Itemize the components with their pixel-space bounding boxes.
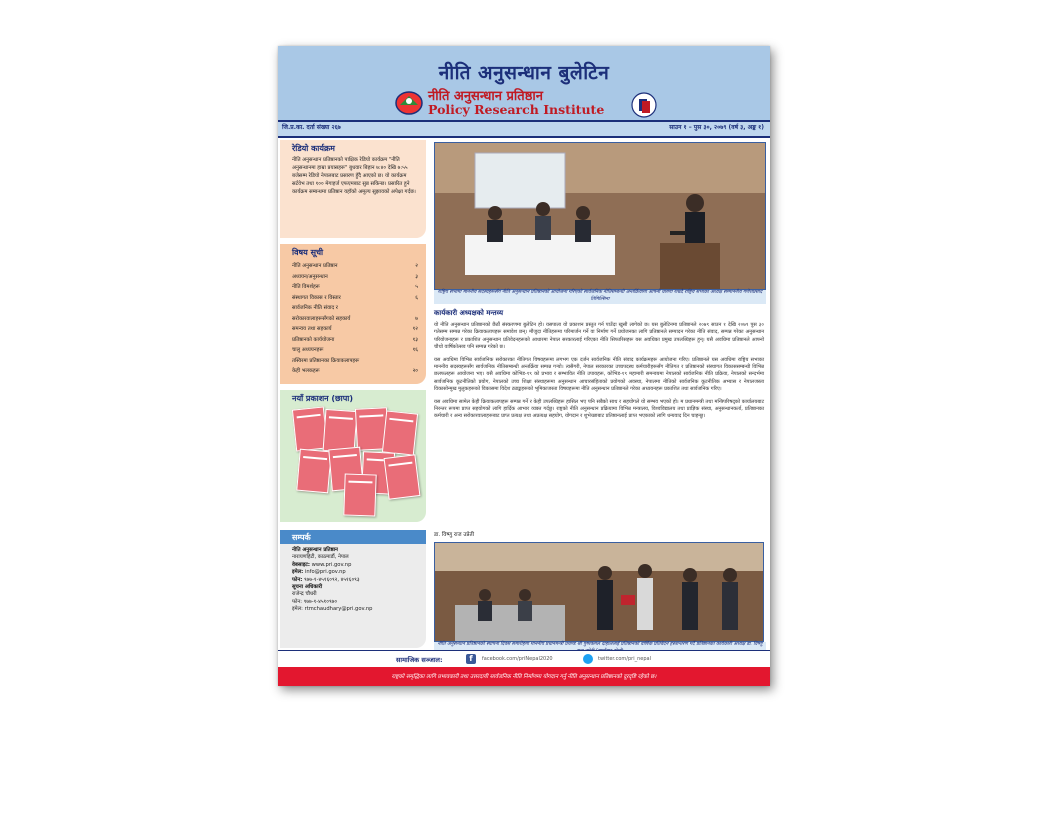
publications-heading: नयाँ प्रकाशन (छापा) (292, 394, 353, 403)
toc-item[interactable]: अध्ययन/अनुसन्धान ३ (292, 273, 418, 280)
bulletin-title: नीति अनुसन्धान बुलेटिन (438, 62, 610, 84)
toc-item[interactable]: चालु अध्ययनहरू १६ (292, 347, 418, 353)
institute-name-english: Policy Research Institute (428, 102, 605, 117)
toc-item[interactable]: सरोकारवालाहरूसँगको सहकार्य ७ (292, 315, 418, 322)
social-label: सामाजिक सञ्जाल: (396, 656, 443, 664)
publication-covers (294, 408, 416, 516)
registration-number: जि.प्र.का. दर्ता संख्या २६७ (282, 124, 341, 131)
photo-scene-2 (435, 543, 763, 641)
bulletin-page (278, 46, 770, 686)
contact-website-link[interactable]: www.pri.gov.np (311, 561, 352, 568)
issue-date: साउन १ – पुस ३०, २०७९ (वर्ष ३, अङ्क १) (669, 124, 764, 131)
facebook-icon[interactable]: f (466, 654, 476, 664)
article-paragraph: यो नीति अनुसन्धान प्रतिष्ठानको छैठौं संस्करणमा बुलेटिन हो। यसपाला यो प्रकाशन प्रस्तुत गर्न पाउँदा खुसी लागेको छ। यस बुलेटिनमा प्रतिष्ठानले २०७९ साउन १ देखि २०७९ पुस ३० गतेसम्म सम्पन्न गरेका क्रियाकलापहरू समावेश छन्। मौजुदा नीतिहरूमा परिमार्जन गर्ने वा निर्माण गर्ने प्रयोजनका लागि प्रतिष्ठानले सम्पादन गरेका नीति संवाद, सम्पन्न गरेका अनुसन्धान परियोजनाहरू र प्रकाशित अनुसन्धान प्रतिवेदनहरूको आधारमा नेपाल सरकारलाई गरिएका नीति सिफारिसहरू यस अवधिका प्रमुख उपलब्धिहरू हुन्। यसै अवधिमा प्रतिष्ठानले आफ्नो चौथो वार्षिकोत्सव पनि सम्पन्न गरेको छ। (434, 322, 764, 351)
event-photo-report-handover (434, 542, 764, 642)
radio-text: नीति अनुसन्धान प्रतिष्ठानको पाक्षिक रेडियो कार्यक्रम "नीति अनुसन्धानमा हाम्रा प्रयासहरू" बुधवार बिहान ७:४० देखि ७:५५ बजेसम्म रेडियो नेपालबाट प्रसारण हुँदै आएको छ। यो कार्यक्रम सर्टवेभ तथा १०० मेगाहर्ज एफएमबाट सुन्न सकिन्छ। प्रसारित हुने कार्यक्रम सम्बन्धमा प्रतिष्ठान यहाँको अमूल्य सुझावको अपेक्षा गर्दछ। (292, 157, 416, 195)
photo1-caption: राष्ट्रिय सभामा माननीय सदस्यहरूसँग नीति अनुसन्धान प्रतिष्ठानको आयोजना गरिएको सार्वजनिक नीतिसम्बन्धी अन्तर्क्रियामा आफ्नो धारणा राख्दै राष्ट्रिय सभाका अध्यक्ष सम्माननीय गणेशप्रसाद तिमिल्सिना (434, 290, 766, 304)
article-heading: कार्यकारी अध्यक्षको मन्तव्य (434, 309, 504, 317)
info-officer-label: सूचना अधिकारी (292, 584, 323, 591)
toc-item[interactable]: समन्वय तथा सहकार्य १२ (292, 326, 418, 332)
contact-heading: सम्पर्क (292, 533, 311, 542)
footer-motto-bar (278, 667, 770, 686)
event-photo-national-assembly (434, 142, 766, 290)
info-officer-phone: फोन: ९७७-१-४५१०९७० (292, 598, 338, 605)
footer-motto: राष्ट्रको समृद्धिका लागि प्रभावकारी तथा उत्तरदायी सार्वजनिक नीति निर्माणमा योगदान गर्नु नीति अनुसन्धान प्रतिष्ठानको दूरदृष्टि रहेको छ। (391, 674, 657, 680)
publication-cover[interactable] (382, 410, 418, 455)
article-paragraph: यस अवधिमा सामेल केही क्रियाकलापहरू सम्पन्न गर्ने र केही उपलब्धिहरू हासिल भए पनि सबैको साथ र सहयोगले यो सम्भव भएको हो। म प्रधानमन्त्री तथा मन्त्रिपरिषद्को कार्यालयबाट निरन्तर रूपमा प्राप्त सहयोगको लागि हार्दिक आभार व्यक्त गर्दछु। राष्ट्रको नीति अनुसन्धान प्रक्रियामा विभिन्न मन्त्रालय, विश्वविद्यालय तथा प्राज्ञिक संस्था, अनुसन्धानकर्ता, प्रतिष्ठानका कर्मचारी र अन्य सरोकारवालाहरूबाट प्राप्त प्रत्यक्ष तथा अप्रत्यक्ष सहयोग, योगदान र शुभेच्छाबाट प्रतिष्ठानलाई प्राप्त भएकाको लागि धन्यवाद दिन चाहन्छु। (434, 398, 764, 420)
facebook-link[interactable]: facebook.com/priNepal2020 (482, 656, 553, 662)
toc-item[interactable]: नीति विमर्शहरू ५ (292, 284, 418, 290)
toc-item[interactable]: केही भलकहरू २० (292, 368, 418, 374)
toc-item[interactable]: सार्वजनिक नीति संवाद र (292, 305, 338, 311)
social-media-bar (278, 650, 770, 668)
toc-item[interactable]: प्रतिष्ठानको कार्ययोजना १३ (292, 336, 418, 343)
publication-cover[interactable] (296, 449, 332, 494)
masthead (278, 46, 770, 120)
toc-item[interactable]: संस्थागत विकास र विस्तार ६ (292, 294, 418, 301)
article-signature: डा. विष्णु राज उप्रेती (434, 532, 475, 538)
issue-info-bar (278, 120, 770, 138)
info-officer-name: राजेन्द्र चौधरी (292, 591, 317, 598)
new-publications-box (280, 390, 426, 522)
contact-phone: ९७७-१-४५१६०९२, ४५१६०९३ (303, 576, 360, 583)
toc-item[interactable]: नीति अनुसन्धान प्रतिष्ठान २ (292, 263, 418, 269)
toc-item[interactable]: तस्विरमा प्रतिष्ठानका क्रियाकलापहरू (292, 357, 360, 364)
article-body (434, 322, 764, 426)
institute-name-nepali: नीति अनुसन्धान प्रतिष्ठान (428, 89, 543, 104)
article-paragraph: यस अवधिमा विभिन्न सार्वजनिक सरोकारका नीतिगत विषयहरूमा लगभग एक दर्जन सार्वजनिक नीति संवाद कार्यक्रमहरू आयोजना गरिए। प्रतिष्ठानले यस अवधिमा राष्ट्रिय सभाका माननीय सदस्यहरूसँग सार्वजनिक नीतिसम्बन्धी अन्तर्क्रिया सम्पन्न गर्‍यो। त्यसैगरी, नेपाल सरकारका उच्चपदस्थ कर्मचारीहरूसँग नीतिगत र प्रतिष्ठानको संस्थागत विकाससम्बन्धी विभिन्न छलफलहरू आयोजना भए। यसै अवधिमा कोभिड-१९ को प्रभाव र सम्भावित नीति उपायहरू, कोभिड-१९ महामारी समन्वयमा नेपालको सार्वजनिक नीति प्रक्रिया, नेपालको सन्दर्भमा सार्वजनिक कूटनीतिको प्रयोग, नेपालको उच्च शिक्षा संस्थाहरूमा अनुसन्धान आचारसंहिताको प्रयोगको अवस्था, नेपालमा नीतिको सार्वजनिक कूटनीतिक अभ्यास र नेपालजस्ता विकासोन्मुख मुलुकहरूको विकासमा विदेश ट्याङ्कहरूको भूमिकाजस्ता विषयहरूमा नीति अनुसन्धान प्रतिष्ठानले गरेका अध्ययनहरू प्रकाशित तथा सार्वजनिक गरिए। (434, 356, 764, 393)
table-of-contents (280, 244, 426, 384)
radio-program-box (280, 140, 426, 238)
nepal-emblem-icon (394, 90, 424, 116)
contact-address: नारायणहिटी, काठमाडौं, नेपाल (292, 554, 349, 561)
toc-heading: विषय सूची (292, 248, 324, 257)
contact-header (280, 530, 426, 544)
photo2-caption: नीति अनुसन्धान प्रतिष्ठानको स्थापना दिवस समारोहमा माननीय प्रधानमन्त्री प्रचण्ड श्री पुष्पकमल दाहाललाई प्रतिष्ठानको वार्षिक प्रतिवेदन हस्तान्तरण गर्दै प्रतिष्ठानका कार्यकारी अध्यक्ष डा. विष्णु (434, 642, 766, 656)
publication-cover[interactable] (384, 454, 421, 500)
twitter-link[interactable]: twitter.com/pri_nepal (598, 656, 651, 662)
radio-heading: रेडियो कार्यक्रम (292, 144, 335, 153)
pri-logo-icon (630, 92, 658, 118)
contact-org: नीति अनुसन्धान प्रतिष्ठान (292, 547, 338, 553)
info-officer-email[interactable]: इमेल: rtmchaudhary@pri.gov.np (292, 606, 373, 613)
twitter-icon[interactable] (583, 654, 593, 664)
contact-email-link[interactable]: info@pri.gov.np (304, 569, 346, 576)
publication-cover[interactable] (343, 473, 376, 516)
photo-scene (435, 143, 765, 289)
contact-box: सम्पर्क नीति अनुसन्धान प्रतिष्ठान नारायणहिटी, काठमाडौं, नेपाल वेबसाइट: www.pri.gov.np इमेल: info@pri.gov.np फोन: ९७७-१-४५१६०९२, ४५१६०९३ सूचना अधिकारी राजेन्द्र चौधरी फोन: ९७७-१-४५१०९७० इमेल: rtmchaudhary@pri.gov.np (280, 530, 426, 648)
